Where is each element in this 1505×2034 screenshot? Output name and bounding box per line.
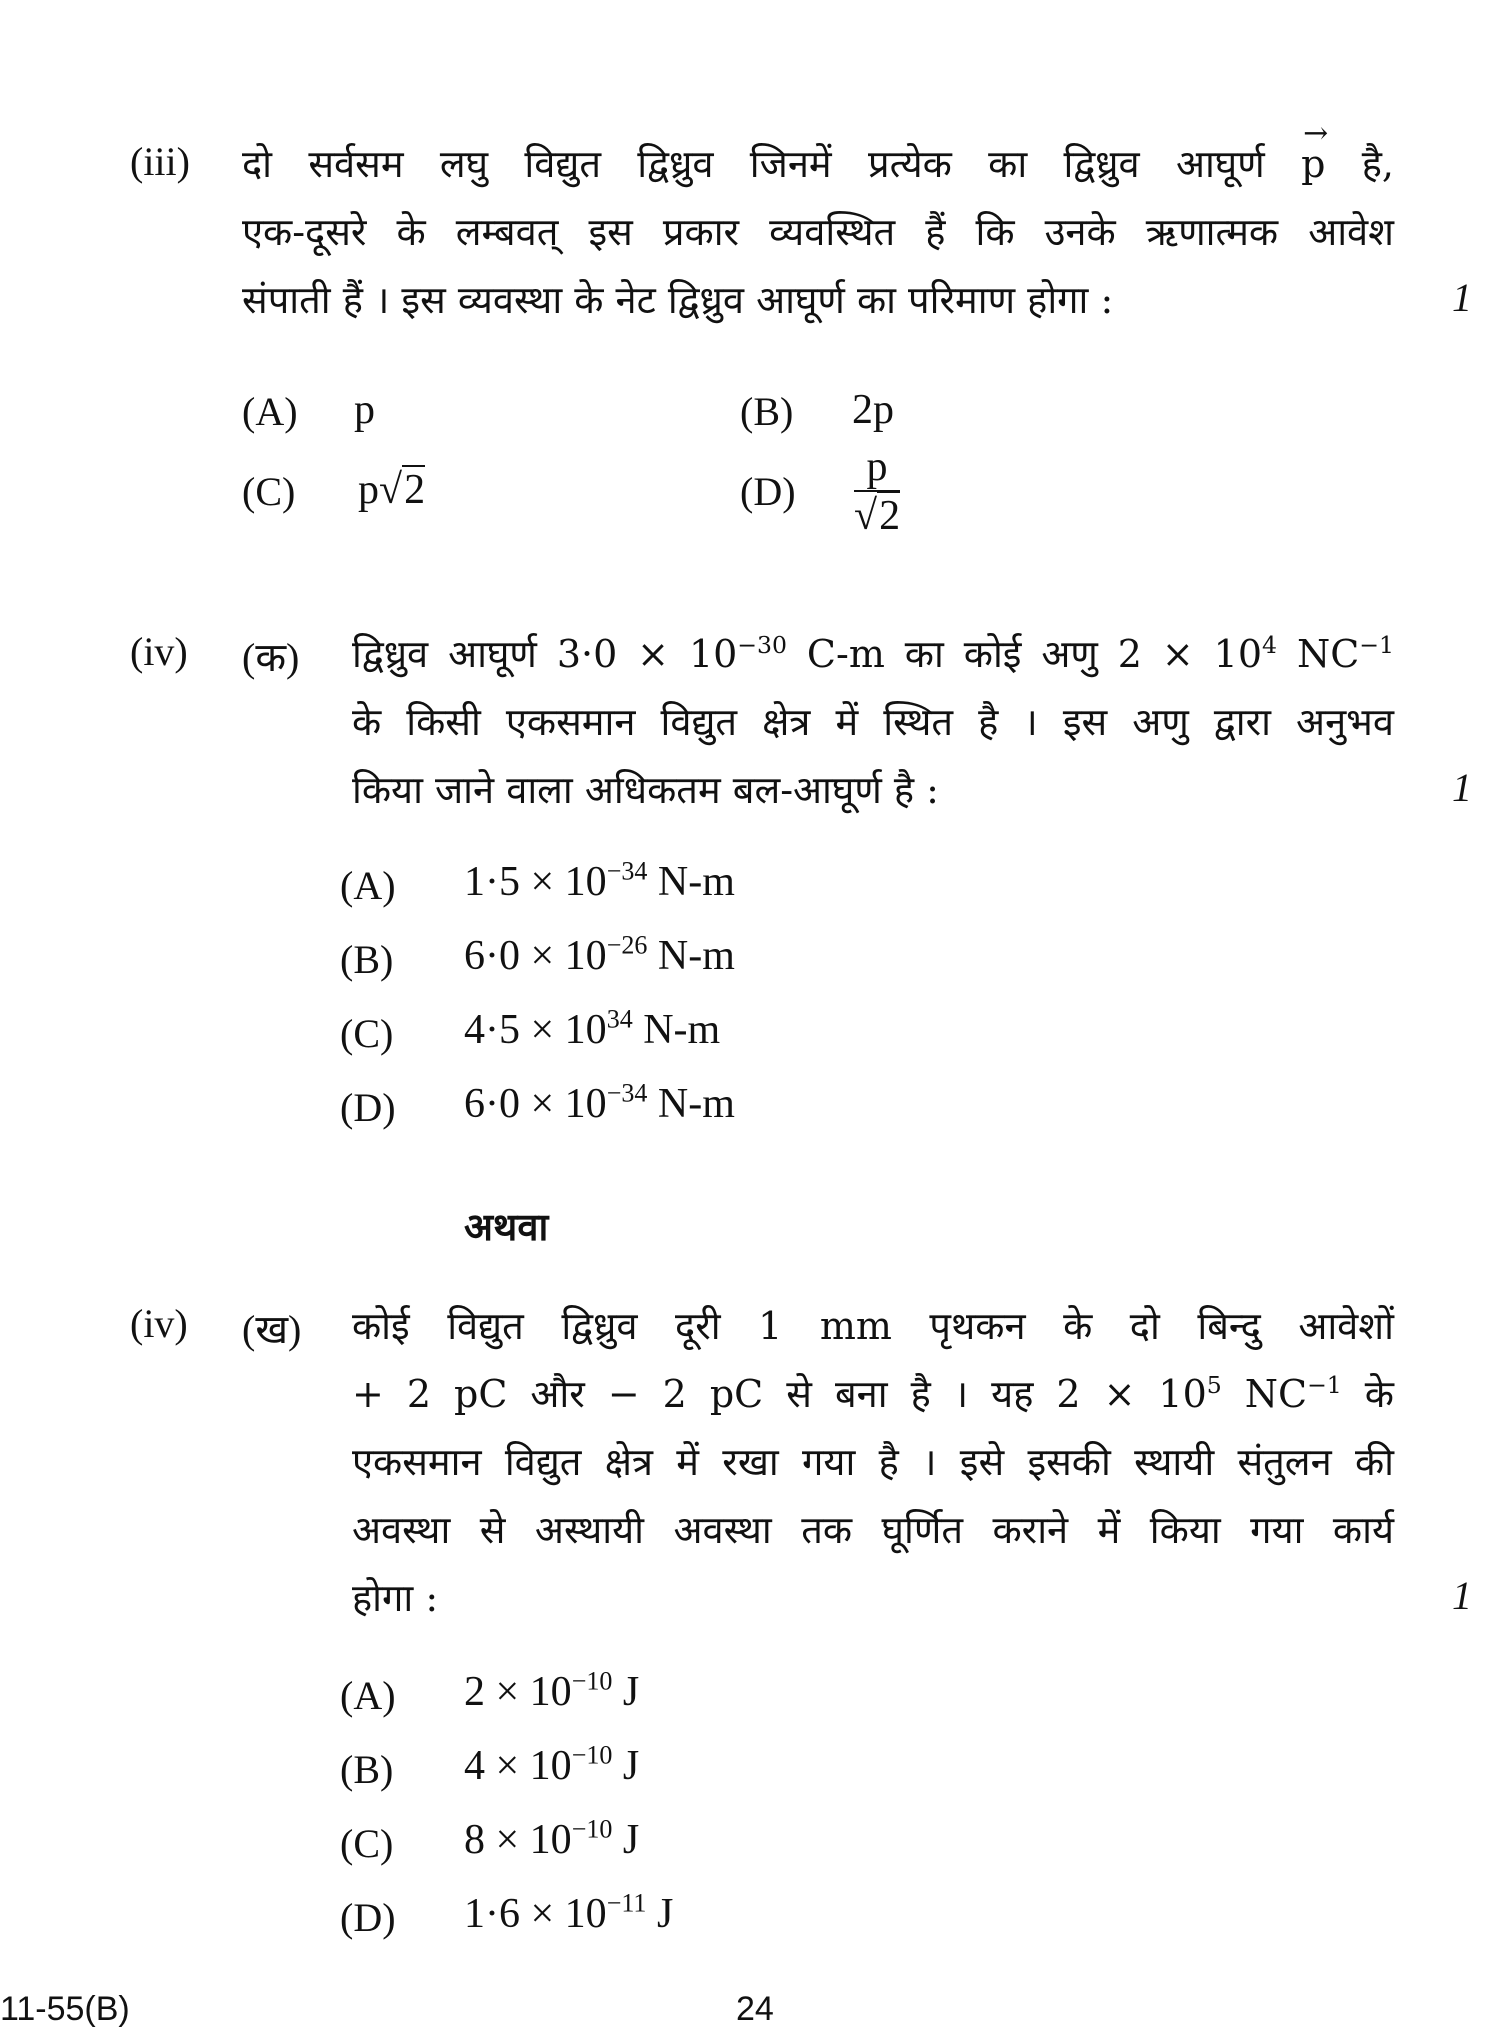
option-value: $4\cdot 5 \times 10^{34}$ N-m bbox=[464, 1004, 721, 1053]
option-value: $6\cdot 0 \times 10^{-26}$ N-m bbox=[464, 930, 735, 979]
option-label: (B) bbox=[740, 389, 794, 434]
question-number: (iv) bbox=[130, 629, 188, 674]
question-text-line: किया जाने वाला अधिकतम बल-आघूर्ण है : bbox=[352, 768, 939, 812]
question-text-line: द्विध्रुव आघूर्ण $3\cdot 0 \times 10^{-30}$ C-m का कोई अणु $2 \times 10^4$ $NC^{-1}$ bbox=[352, 630, 1394, 676]
option-label: (A) bbox=[340, 863, 396, 908]
option-value: $\frac{p}{√2}$ bbox=[854, 444, 901, 539]
question-number: (iv) bbox=[130, 1301, 188, 1346]
question-text-line: एकसमान विद्युत क्षेत्र में रखा गया है । इसे इसकी स्थायी संतुलन की bbox=[352, 1440, 1394, 1484]
question-number: (iii) bbox=[130, 139, 190, 184]
marks: 1 bbox=[1452, 1573, 1472, 1618]
sub-question-label: (क) bbox=[242, 635, 300, 680]
option-label: (C) bbox=[242, 469, 296, 514]
question-text-line: संपाती हैं । इस व्यवस्था के नेट द्विध्रुव आघूर्ण का परिमाण होगा : bbox=[242, 278, 1114, 322]
option-value: $1\cdot 6 \times 10^{-11}$ J bbox=[464, 1888, 674, 1937]
marks: 1 bbox=[1452, 765, 1472, 810]
question-text-line: होगा : bbox=[352, 1576, 439, 1620]
option-label: (B) bbox=[340, 937, 394, 982]
question-text-line: एक-दूसरे के लम्बवत् इस प्रकार व्यवस्थित हैं कि उनके ऋणात्मक आवेश bbox=[242, 210, 1394, 254]
question-text-line: + 2 pC और − 2 pC से बना है । यह $2 \times 10^5$ $NC^{-1}$ के bbox=[352, 1370, 1394, 1416]
option-label: (D) bbox=[340, 1085, 396, 1130]
paper-code: 11-55(B) bbox=[0, 1990, 130, 2028]
option-value: $8 \times 10^{-10}$ J bbox=[464, 1814, 640, 1863]
sub-question-label: (ख) bbox=[242, 1307, 302, 1352]
option-value: p bbox=[354, 387, 375, 433]
question-text-line: कोई विद्युत द्विध्रुव दूरी 1 mm पृथकन के दो बिन्दु आवेशों bbox=[352, 1304, 1394, 1348]
option-value: $6\cdot 0 \times 10^{-34}$ N-m bbox=[464, 1078, 735, 1127]
option-value: $4 \times 10^{-10}$ J bbox=[464, 1740, 640, 1789]
option-value: $2 \times 10^{-10}$ J bbox=[464, 1666, 640, 1715]
marks: 1 bbox=[1452, 275, 1472, 320]
page-number: 24 bbox=[736, 1990, 774, 2028]
option-label: (B) bbox=[340, 1747, 394, 1792]
option-label: (D) bbox=[340, 1895, 396, 1940]
option-label: (D) bbox=[740, 469, 796, 514]
vector-p: → p bbox=[1301, 116, 1329, 186]
question-text-line: दो सर्वसम लघु विद्युत द्विध्रुव जिनमें प्रत्येक का द्विध्रुव आघूर्ण → p है, bbox=[242, 130, 1394, 198]
option-label: (A) bbox=[340, 1673, 396, 1718]
option-label: (A) bbox=[242, 389, 298, 434]
option-label: (C) bbox=[340, 1821, 394, 1866]
option-value: $1\cdot 5 \times 10^{-34}$ N-m bbox=[464, 856, 735, 905]
option-value: p√2 bbox=[358, 467, 426, 513]
question-text-line: अवस्था से अस्थायी अवस्था तक घूर्णित कराने में किया गया कार्य bbox=[352, 1508, 1394, 1552]
question-text-line: के किसी एकसमान विद्युत क्षेत्र में स्थित है । इस अणु द्वारा अनुभव bbox=[352, 700, 1394, 744]
or-heading: अथवा bbox=[464, 1204, 549, 1249]
option-label: (C) bbox=[340, 1011, 394, 1056]
option-value: 2p bbox=[852, 387, 894, 433]
